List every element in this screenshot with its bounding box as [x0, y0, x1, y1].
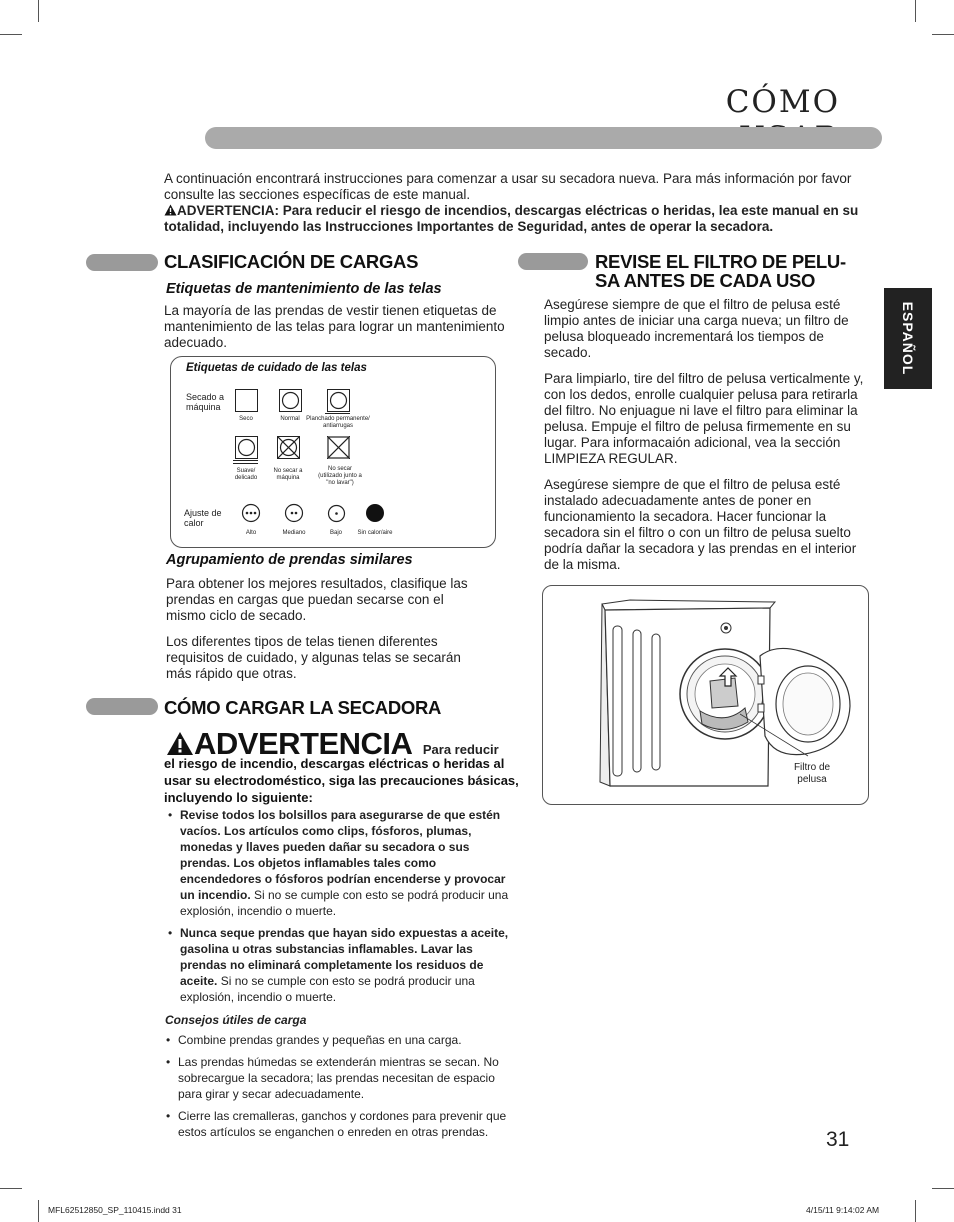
crop-mark [915, 1200, 916, 1222]
heat-high-icon [241, 503, 261, 528]
subheading-group-similar: Agrupamiento de prendas similares [166, 552, 413, 568]
delicate-underline-1 [233, 460, 258, 461]
label-dry: Seco [239, 416, 253, 422]
crop-mark [932, 34, 954, 35]
precaution-item [166, 925, 516, 1005]
delicate-symbol [235, 436, 258, 459]
tip-item: • Cierre las cremalleras, ganchos y cordones para prevenir que estos artículos se enganchen o enreden en otras prendas. [164, 1108, 514, 1140]
sorting-paragraph-2: Para obtener los mejores resultados, clasifique las prendas en cargas que puedan secarse con el mismo ciclo de secado. [166, 576, 468, 623]
section-pill [86, 698, 158, 715]
warning-icon [166, 731, 194, 756]
crop-mark [0, 1188, 22, 1189]
filter-paragraphs [544, 297, 874, 583]
delicate-underline-2 [233, 463, 258, 464]
filter-paragraph-1: Asegúrese siempre de que el filtro de pelusa esté limpio antes de iniciar una carga nueva; un filtro de pelusa bloqueado incrementará los tiempos de secado. [544, 297, 849, 360]
heat-medium-icon [284, 503, 304, 528]
warning-heading: ADVERTENCIA [194, 726, 413, 761]
crop-mark [38, 0, 39, 22]
warning-icon [164, 204, 177, 216]
subheading-care-labels: Etiquetas de mantenimiento de las telas [166, 281, 442, 297]
tips-title: Consejos útiles de carga [165, 1013, 307, 1027]
warning-text: el riesgo de incendio, descargas eléctricas o heridas al usar su electrodoméstico, siga las precauciones básicas, incluyendo lo siguiente: [164, 756, 519, 805]
care-box-title: Etiquetas de cuidado de las telas [186, 362, 367, 374]
tumble-dry-normal-symbol [279, 389, 302, 412]
label-high: Alto [245, 530, 257, 536]
label-no-machine-dry: No secar a máquina [273, 468, 303, 481]
filter-paragraph-3: Asegúrese siempre de que el filtro de pelusa esté instalado adecuadamente antes de poner en funcionamiento la secadora. Hacer funcionar la secadora sin el filtro o con un filtro de pelusa suelto podría dañar la secadora y las prendas en el interior de la misma. [544, 477, 857, 572]
section-pill [86, 254, 158, 271]
do-not-dry-symbol [327, 436, 350, 459]
footer-file: MFL62512850_SP_110415.indd 31 [48, 1205, 182, 1215]
intro-warning [164, 203, 880, 235]
row-label-machine-dry: Secado a máquina [186, 392, 225, 412]
precaution-item [166, 807, 516, 919]
do-not-tumble-dry-symbol [277, 436, 300, 459]
label-low: Bajo [329, 530, 342, 536]
crop-mark [915, 0, 916, 22]
intro-paragraph: A continuación encontrará instrucciones para comenzar a usar su secadora nueva. Para más información por favor consulte las secciones específicas de este manual. [164, 171, 852, 202]
label-delicate: Suave/ delicado [234, 468, 258, 481]
section-heading-sorting: CLASIFICACIÓN DE CARGAS [164, 251, 419, 272]
lint-filter-callout: Filtro de pelusa [793, 762, 831, 785]
crop-mark [932, 1188, 954, 1189]
tip-item: • Combine prendas grandes y pequeñas en una carga. [164, 1032, 514, 1048]
permanent-press-symbol [327, 389, 350, 412]
title-bar [205, 127, 882, 149]
language-tab [884, 288, 932, 389]
tip-item: • Las prendas húmedas se extenderán mientras se secan. No sobrecargue la secadora; las prendas necesitan de espacio para girar y secar adecuadamente. [164, 1054, 514, 1102]
footer-timestamp: 4/15/11 9:14:02 AM [806, 1205, 880, 1215]
precaution-bold: Revise todos los bolsillos para asegurarse de que estén vacíos. Los artículos como clips, fósforos, plumas, monedas y llaves pueden dañar su secadora o sus prendas. Los objetos inflamables tales como encendedores o fósforos podrían encenderse y provocar un incendio. [180, 808, 506, 902]
label-normal: Normal [280, 416, 300, 422]
filter-heading-line-2: SA ANTES DE CADA USO [595, 270, 816, 291]
intro-warning-text: ADVERTENCIA: Para reducir el riesgo de incendios, descargas eléctricas o heridas, lea este manual en su totalidad, incluyendo las Instrucciones Importantes de Seguridad, antes de operar la secadora. [164, 203, 859, 234]
page-number: 31 [826, 1128, 850, 1151]
precaution-normal: Si no se cumple con esto se podrá producir una explosión, incendio o muerte. [180, 888, 509, 918]
filter-paragraph-2: Para limpiarlo, tire del filtro de pelusa verticalmente y, con los dedos, enrolle cualquier pelusa para retirarla del filtro. No enjuague ni lave el filtro para eliminar la pelusa. Empuje el filtro de pelusa firmemente en su lugar. Para informacaión adicional, vea la sección LIMPIEZA REGULAR. [544, 371, 864, 466]
warning-lead: Para reducir [422, 742, 499, 757]
tumble-dry-symbol [235, 389, 258, 412]
precaution-list [166, 807, 516, 1011]
tips-list [164, 1032, 514, 1146]
section-heading-filter [595, 252, 885, 290]
filter-heading-line-1: REVISE EL FILTRO DE PELU- [595, 251, 846, 272]
no-heat-icon [365, 503, 385, 528]
label-permanent-press: Planchado permanente/ antiarrugas [306, 416, 370, 429]
section-pill [518, 253, 588, 270]
sorting-paragraph-3: Los diferentes tipos de telas tienen diferentes requisitos de cuidado, y algunas telas se secarán más rápido que otras. [166, 634, 461, 681]
intro [164, 171, 880, 235]
label-do-not-dry: No secar (utilizado junto a "no lavar") [318, 466, 362, 486]
label-medium: Mediano [282, 530, 306, 536]
perm-press-underline [325, 413, 350, 414]
sorting-paragraphs [166, 576, 486, 692]
crop-mark [0, 34, 22, 35]
crop-mark [38, 1200, 39, 1222]
section-heading-loading: CÓMO CARGAR LA SECADORA [164, 697, 442, 718]
page-title: CÓMO [725, 84, 840, 120]
heat-low-icon [327, 504, 346, 528]
sorting-paragraph-1: La mayoría de las prendas de vestir tienen etiquetas de mantenimiento de las telas para lograr un mantenimiento adecuado. [164, 303, 505, 350]
row-label-heat: Ajuste de calor [184, 508, 222, 528]
label-no-heat: Sin calor/aire [357, 530, 393, 536]
precaution-normal: Si no se cumple con esto se podrá producir una explosión, incendio o muerte. [180, 974, 475, 1004]
precaution-bold: Nunca seque prendas que hayan sido expuestas a aceite, gasolina u otras substancias inflamables. Lavar las prendas no eliminará completamente los residuos de aceite. [180, 926, 509, 988]
language-tab-label: ESPAÑOL [900, 301, 916, 376]
